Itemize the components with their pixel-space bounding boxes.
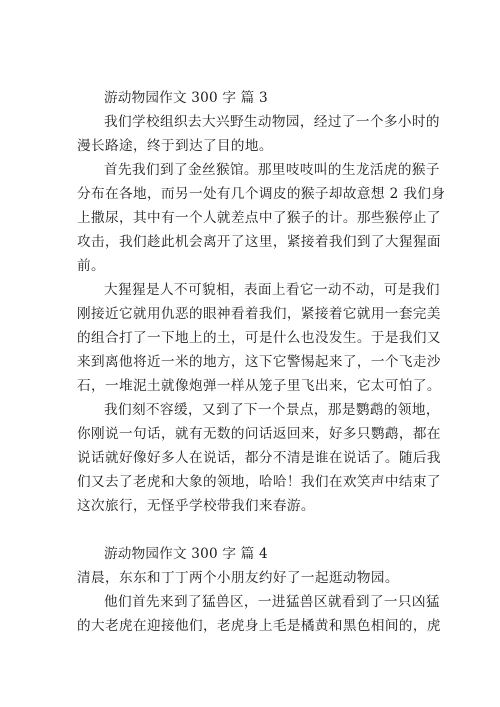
- s3-p3-line-1: 大猩猩是人不可貌相，表面上看它一动不动，可是我们: [104, 282, 440, 298]
- s3-p2-line-4: 攻击，我们趁此机会离开了这里，紧接着我们到了大猩猩面: [77, 234, 441, 250]
- s4-p2-line-2: 的大老虎在迎接他们，老虎身上毛是橘黄和黑色相间的，虎: [77, 618, 441, 634]
- s3-p3-line-3: 的组合打了一下地上的土，可是什么也没发生。于是我们又: [77, 330, 441, 346]
- s3-p3-line-4: 来到离他将近一米的地方，这下它警惕起来了，一个飞走沙: [77, 354, 441, 370]
- s3-p3-line-5: 石，一堆泥土就像炮弹一样从笼子里飞出来，它太可怕了。: [77, 378, 441, 394]
- s3-p2-line-2: 分布在各地，而另一处有几个调皮的猴子却故意想 2 我们身: [77, 186, 446, 202]
- s3-p4-line-5: 这次旅行，无怪乎学校带我们来春游。: [77, 498, 315, 514]
- s3-p3-line-2: 刚接近它就用仇恶的眼神看着我们，紧接着它就用一套完美: [77, 306, 441, 322]
- section-3-heading: 游动物园作文 300 字 篇 3: [104, 90, 268, 106]
- s4-p1-line-1: 清晨，东东和丁丁两个小朋友约好了一起逛动物园。: [77, 570, 399, 586]
- s3-p4-line-1: 我们刻不容缓，又到了下一个景点，那是鹦鹉的领地，: [104, 402, 440, 418]
- s3-p1-line-2: 漫长路途，终于到达了目的地。: [77, 138, 273, 154]
- s3-p4-line-3: 说话就好像好多人在说话，都分不清是谁在说话了。随后我: [77, 450, 441, 466]
- s3-p4-line-4: 们又去了老虎和大象的领地，哈哈！我们在欢笑声中结束了: [77, 474, 441, 490]
- s3-p2-line-5: 前。: [77, 258, 105, 274]
- section-4-heading: 游动物园作文 300 字 篇 4: [104, 546, 268, 562]
- s3-p2-line-1: 首先我们到了金丝猴馆。那里吱吱叫的生龙活虎的猴子: [104, 162, 440, 178]
- s3-p1-line-1: 我们学校组织去大兴野生动物园，经过了一个多小时的: [104, 114, 440, 130]
- s3-p2-line-3: 上撒尿，其中有一个人就差点中了猴子的计。那些猴停止了: [77, 210, 441, 226]
- s3-p4-line-2: 你刚说一句话，就有无数的问话返回来，好多只鹦鹉，都在: [77, 426, 441, 442]
- s4-p2-line-1: 他们首先来到了猛兽区，一进猛兽区就看到了一只凶猛: [104, 594, 440, 610]
